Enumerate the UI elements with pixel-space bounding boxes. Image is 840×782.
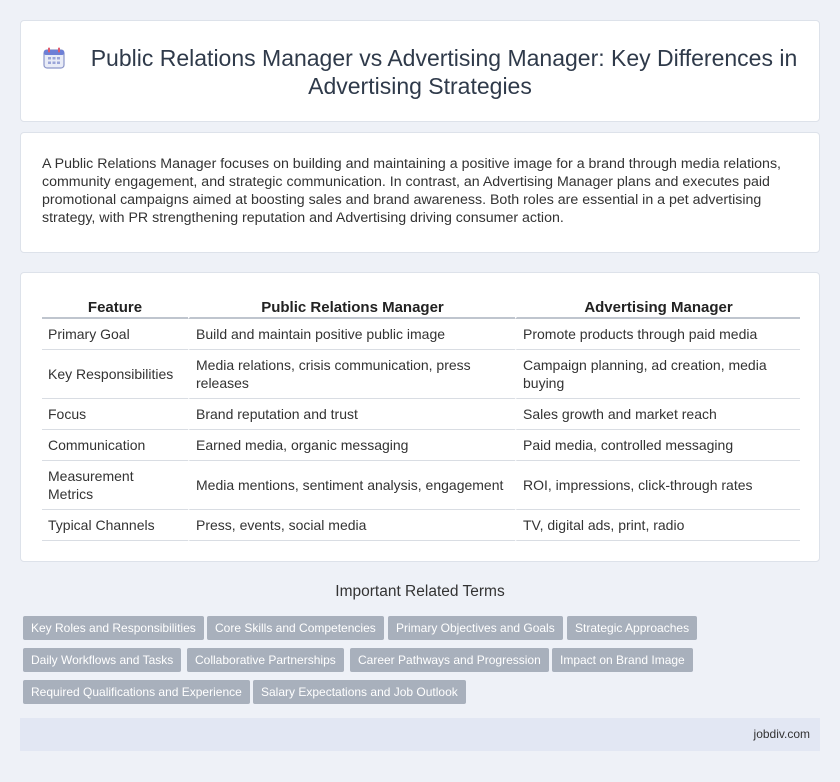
related-term-tag[interactable]: Salary Expectations and Job Outlook: [253, 680, 466, 704]
title-card: [20, 20, 820, 122]
comparison-card: [20, 272, 820, 562]
column-header-advertising-manager: Advertising Manager: [515, 295, 800, 319]
table-cell-advertising: ROI, impressions, click-through rates: [515, 461, 800, 510]
calendar-icon: [43, 47, 65, 69]
table-cell-feature: Focus: [42, 399, 188, 430]
table-cell-pr: Earned media, organic messaging: [188, 430, 515, 461]
table-cell-feature: Primary Goal: [42, 319, 188, 350]
table-cell-feature: Measurement Metrics: [42, 461, 188, 510]
related-term-tag[interactable]: Strategic Approaches: [567, 616, 697, 640]
table-cell-feature: Key Responsibilities: [42, 350, 188, 399]
page-title: Public Relations Manager vs Advertising Manager: Key Differences in Advertising Strategies: [90, 45, 798, 99]
related-term-tag[interactable]: Collaborative Partnerships: [187, 648, 344, 672]
table-cell-pr: Press, events, social media: [188, 510, 515, 541]
intro-card: [20, 132, 820, 253]
table-cell-advertising: Promote products through paid media: [515, 319, 800, 350]
related-terms-title: Important Related Terms: [335, 583, 505, 600]
related-term-tag[interactable]: Core Skills and Competencies: [207, 616, 384, 640]
table-row: [42, 399, 800, 430]
table-cell-advertising: Paid media, controlled messaging: [515, 430, 800, 461]
table-row: [42, 350, 800, 399]
table-row: [42, 461, 800, 510]
table-header-row: [42, 295, 800, 319]
table-cell-feature: Typical Channels: [42, 510, 188, 541]
table-cell-advertising: Sales growth and market reach: [515, 399, 800, 430]
related-term-tag[interactable]: Primary Objectives and Goals: [388, 616, 563, 640]
page-title-wrap: [21, 44, 819, 100]
table-cell-pr: Media mentions, sentiment analysis, engagement: [188, 461, 515, 510]
table-cell-feature: Communication: [42, 430, 188, 461]
table-row: [42, 319, 800, 350]
table-cell-advertising: TV, digital ads, print, radio: [515, 510, 800, 541]
related-term-tag[interactable]: Impact on Brand Image: [552, 648, 693, 672]
footer-site-link[interactable]: jobdiv.com: [753, 727, 810, 741]
related-term-tag[interactable]: Daily Workflows and Tasks: [23, 648, 181, 672]
related-term-tag[interactable]: Career Pathways and Progression: [350, 648, 549, 672]
table-row: [42, 430, 800, 461]
table-cell-pr: Build and maintain positive public image: [188, 319, 515, 350]
related-term-tag[interactable]: Required Qualifications and Experience: [23, 680, 250, 704]
table-cell-pr: Brand reputation and trust: [188, 399, 515, 430]
related-term-tag[interactable]: Key Roles and Responsibilities: [23, 616, 204, 640]
column-header-pr-manager: Public Relations Manager: [188, 295, 515, 319]
table-row: [42, 510, 800, 541]
comparison-table: [42, 295, 800, 541]
intro-paragraph: A Public Relations Manager focuses on building and maintaining a positive image for a brand through media relations, community engagement, and strategic communication. In contrast, an Advertising Manager plans and executes paid promotional campaigns aimed at boosting sales and brand awareness. Both roles are essential in a pet advertising strategy, with PR strengthening reputation and Advertising driving consumer action.: [42, 156, 781, 226]
table-cell-pr: Media relations, crisis communication, press releases: [188, 350, 515, 399]
table-cell-advertising: Campaign planning, ad creation, media buying: [515, 350, 800, 399]
footer-bar: [20, 718, 820, 751]
column-header-feature: Feature: [42, 295, 188, 319]
